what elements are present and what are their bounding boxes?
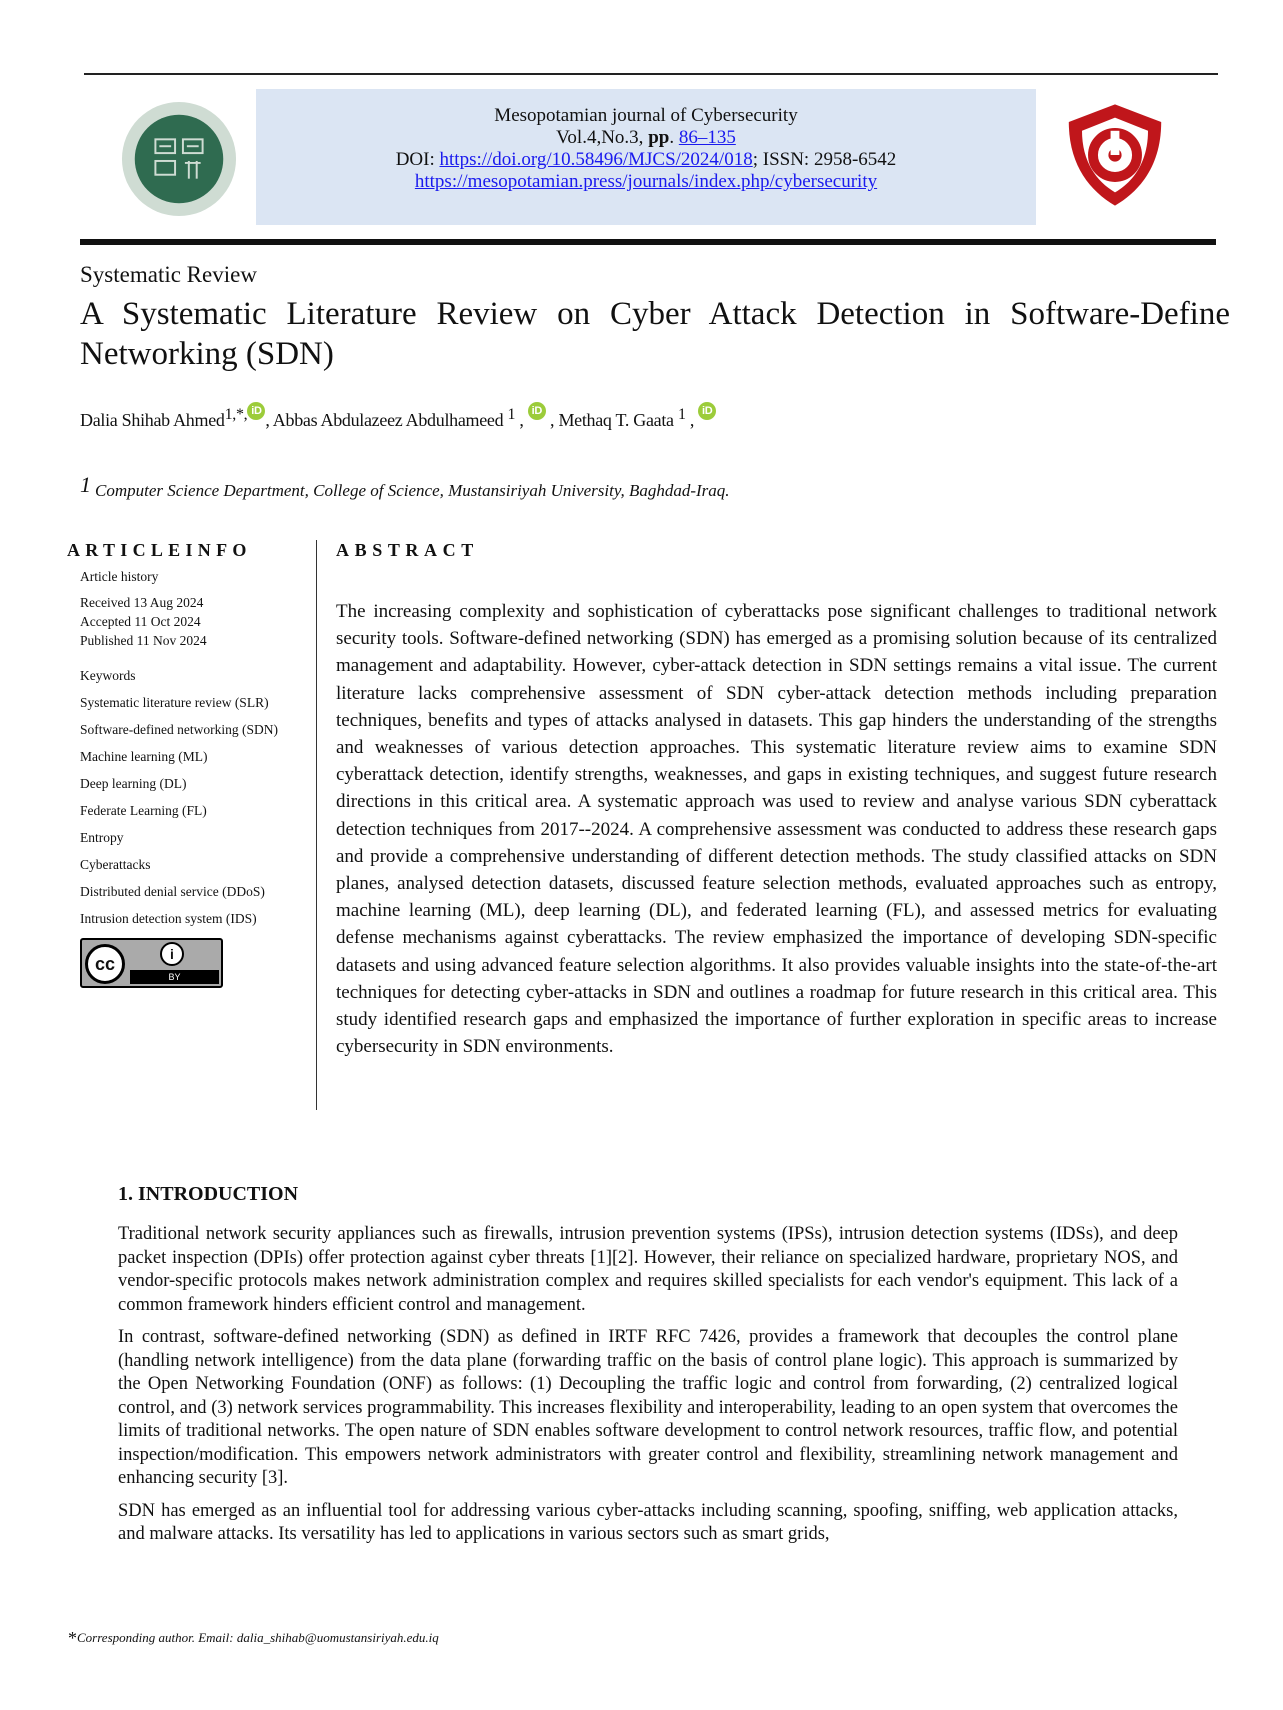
cc-by-license-badge[interactable] [80, 938, 223, 988]
header-top-rule [84, 73, 1218, 75]
intro-paragraph: In contrast, software-defined networking (SDN) as defined in IRTF RFC 7426, provides a framework that decouples the control plane (handling network intelligence) from the data plane (forwarding traffic on the basis of control plane logic). This approach is summarized by the Open Networking Foundation (ONF) as follows: (1) Decoupling the traffic logic and control from forwarding, (2) centralized logical control, and (3) network services programmability. This increases flexibility and interoperability, leading to an open system that overcomes the limits of traditional networks. The open nature of SDN enables software development to control network resources, traffic flow, and potential inspection/modification. This empowers network administrators with greater control and flexibility, streamlining network management and enhancing security [3]. [118, 1327, 1178, 1488]
orcid-icon[interactable]: iD [528, 402, 546, 420]
page-range: 86–135 [678, 127, 736, 148]
received-date: Received 13 Aug 2024 [80, 595, 204, 610]
author-separator: , [685, 410, 695, 430]
keyword-item: Cyberattacks [80, 857, 151, 872]
issn-text: ; ISSN: 2958-6542 [752, 149, 897, 170]
author-affiliation-mark: 1 [507, 406, 516, 423]
abstract-text: The increasing complexity and sophistication of cyberattacks pose significant challenges to traditional network security tools. Software-defined networking (SDN) has emerged as a promising solution because of its centralized management and adaptability. However, cyber-attack detection in SDN settings remains a vital issue. The current literature lacks comprehensive assessment of SDN cyber-attack detection methods including preparation techniques, benefits and types of attacks analysed in datasets. This gap hinders the understanding of the strengths and weaknesses of various detection approaches. This systematic literature review aims to examine SDN cyberattack detection, identify strengths, weaknesses, and gaps in existing techniques, and suggest future research directions in this critical area. A systematic approach was used to review and analyse various SDN cyberattack detection techniques from 2017--2024. A comprehensive assessment was conducted to address these research gaps and provide a comprehensive understanding of different detection methods. The study classified attacks on SDN planes, analysed detection datasets, discussed feature selection methods, evaluated approaches such as entropy, machine learning (ML), deep learning (DL), and federated learning (FL), and assessed metrics for evaluating defense mechanisms against cyberattacks. The review emphasized the importance of developing SDN-specific datasets and using advanced feature selection algorithms. It also provides valuable insights into the state-of-the-art techniques for detecting cyber-attacks in SDN and outlines a roadmap for future research in this critical area. This study identified research gaps and emphasized the importance of further exploration in specific areas to increase cybersecurity in SDN environments. [336, 601, 1217, 1058]
cc-icon: cc [85, 944, 125, 984]
footnote-star: * [68, 1628, 77, 1648]
mesopotamian-press-logo [120, 100, 238, 218]
article-history [67, 593, 307, 650]
article-info-heading: ARTICLEINFO [67, 540, 252, 560]
author-name: , Abbas Abdulazeez Abdulhameed [265, 410, 508, 430]
doi-link[interactable]: https://doi.org/10.58496/MJCS/2024/018 [439, 149, 753, 170]
keyword-item: Deep learning (DL) [80, 776, 187, 791]
volume-text: Vol.4,No.3, [556, 127, 649, 148]
affiliation [80, 472, 730, 501]
journal-doi-line [256, 149, 1036, 171]
journal-site-line [256, 171, 1036, 193]
keyword-item: Federate Learning (FL) [80, 803, 207, 818]
article-history-label: Article history [80, 569, 159, 584]
author-affiliation-mark: 1 [677, 406, 686, 423]
article-type: Systematic Review [80, 262, 257, 287]
orcid-icon[interactable]: iD [698, 402, 716, 420]
keyword-item: Intrusion detection system (IDS) [80, 911, 257, 926]
by-label: BY [130, 970, 219, 984]
journal-site-link[interactable]: https://mesopotamian.press/journals/index.php/cybersecurity [414, 171, 878, 192]
paper-title: A Systematic Literature Review on Cyber Attack Detection in Software-Define Networking (SDN) [80, 296, 1230, 372]
keyword-item: Machine learning (ML) [80, 749, 208, 764]
pp-separator: . [669, 127, 679, 148]
keyword-item: Software-defined networking (SDN) [80, 722, 278, 737]
intro-paragraph: Traditional network security appliances such as firewalls, intrusion prevention systems (IPSs), intrusion detection systems (IDSs), and deep packet inspection (DPIs) offer protection against cyber threats [1][2]. However, their reliance on specialized hardware, proprietary NOS, and vendor-specific protocols makes network administration complex and requires skilled specialists for each vendor's equipment. This lack of a common framework hinders efficient control and management. [118, 1224, 1178, 1315]
author-list [80, 402, 716, 431]
shield-logo-icon [1060, 100, 1170, 210]
published-date: Published 11 Nov 2024 [80, 633, 207, 648]
journal-header-box [256, 89, 1036, 225]
attribution-icon: i [160, 942, 184, 966]
author-name: Dalia Shihab Ahmed [80, 410, 225, 430]
intro-paragraph: SDN has emerged as an influential tool for addressing various cyber-attacks including scanning, spoofing, sniffing, web application attacks, and malware attacks. Its versatility has led to applications in various sectors such as smart grids, [118, 1500, 1178, 1544]
abstract-heading: ABSTRACT [336, 540, 479, 560]
journal-name: Mesopotamian journal of Cybersecurity [494, 105, 798, 126]
keywords-label: Keywords [80, 668, 136, 683]
journal-volume [256, 127, 1036, 149]
orcid-icon[interactable]: iD [247, 402, 265, 420]
pp-label: pp [648, 127, 670, 148]
keyword-item: Distributed denial service (DDoS) [80, 884, 265, 899]
keyword-item: Entropy [80, 830, 124, 845]
corresponding-author-footnote [68, 1628, 439, 1649]
article-info-column [67, 540, 307, 988]
introduction-body [118, 1223, 1178, 1556]
keyword-item: Systematic literature review (SLR) [80, 695, 269, 710]
accepted-date: Accepted 11 Oct 2024 [80, 614, 201, 629]
author-separator: , [515, 410, 524, 430]
abstract-column [336, 540, 1217, 1060]
affiliation-number: 1 [80, 472, 91, 497]
author-affiliation-mark: 1,*, [224, 406, 248, 423]
header-bottom-rule [80, 239, 1216, 245]
doi-label: DOI: [395, 149, 440, 170]
affiliation-text: Computer Science Department, College of Science, Mustansiriyah University, Baghdad-Iraq. [95, 481, 730, 500]
column-divider [316, 540, 317, 1110]
footnote-text: Corresponding author. Email: dalia_shihab@uomustansiriyah.edu.iq [77, 1630, 439, 1645]
introduction-heading: 1. INTRODUCTION [118, 1183, 299, 1205]
author-name: , Methaq T. Gaata [545, 410, 678, 430]
